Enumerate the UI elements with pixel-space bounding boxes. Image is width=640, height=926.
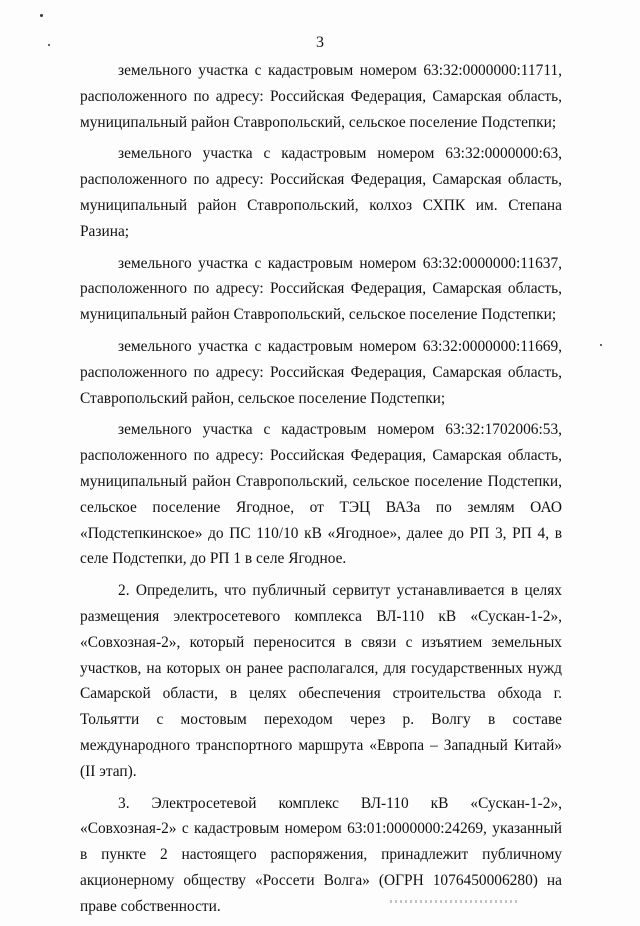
- paragraph-parcel-63: земельного участка с кадастровым номером 63:32:0000000:63, расположенного по адресу: Российская Федерация, Самарская область, муниципальный район Ставропольский, колхоз СХПК им. Степана Разина;: [80, 145, 562, 240]
- scan-speck: [40, 14, 43, 17]
- scan-artifact: [390, 900, 520, 903]
- page-number: 3: [316, 34, 324, 51]
- document-body: [80, 58, 562, 926]
- paragraph-parcel-11711: земельного участка с кадастровым номером 63:32:0000000:11711, расположенного по адресу: Российская Федерация, Самарская область, муниципальный район Ставропольский, сельское поселение Подстепки;: [80, 62, 562, 131]
- paragraph-parcel-11669: земельного участка с кадастровым номером 63:32:0000000:11669, расположенного по адресу: Российская Федерация, Самарская область, Ставропольский район, сельское поселение Подстепки;: [80, 337, 562, 407]
- scan-speck: [48, 44, 50, 46]
- paragraph-parcel-1702006-53: земельного участка с кадастровым номером 63:32:1702006:53, расположенного по адресу: Российская Федерация, Самарская область, муниципальный район Ставропольский, сельское поселение Подстепки, сельское поселение Ягодное, от ТЭЦ ВАЗа по землям ОАО «Подстепкинское» до ПС 110/10 кВ «Ягодное», далее до РП 3, РП 4, в селе Подстепки, до РП 1 в селе Ягодное.: [80, 421, 562, 568]
- scan-speck: [600, 344, 602, 346]
- paragraph-item-2: 2. Определить, что публичный сервитут устанавливается в целях размещения электросетевого комплекса ВЛ-110 кВ «Сускан-1-2», «Совхозная-2», который переносится в связи с изъятием земельных участков, на которых он ранее располагался, для государственных нужд Самарской области, в целях обеспечения строительства обхода г. Тольятти с мостовым переходом через р. Волгу в составе международного транспортного маршрута «Европа – Западный Китай» (II этап).: [80, 582, 562, 780]
- paragraph-item-3: 3. Электросетевой комплекс ВЛ-110 кВ «Сускан-1-2», «Совхозная-2» с кадастровым номером 63:01:0000000:24269, указанный в пункте 2 настоящего распоряжения, принадлежит публичному акционерному обществу «Россети Волга» (ОГРН 1076450006280) на праве собственности.: [80, 794, 562, 915]
- paragraph-parcel-11637: земельного участка с кадастровым номером 63:32:0000000:11637, расположенного по адресу: Российская Федерация, Самарская область, муниципальный район Ставропольский, сельское поселение Подстепки;: [80, 254, 562, 324]
